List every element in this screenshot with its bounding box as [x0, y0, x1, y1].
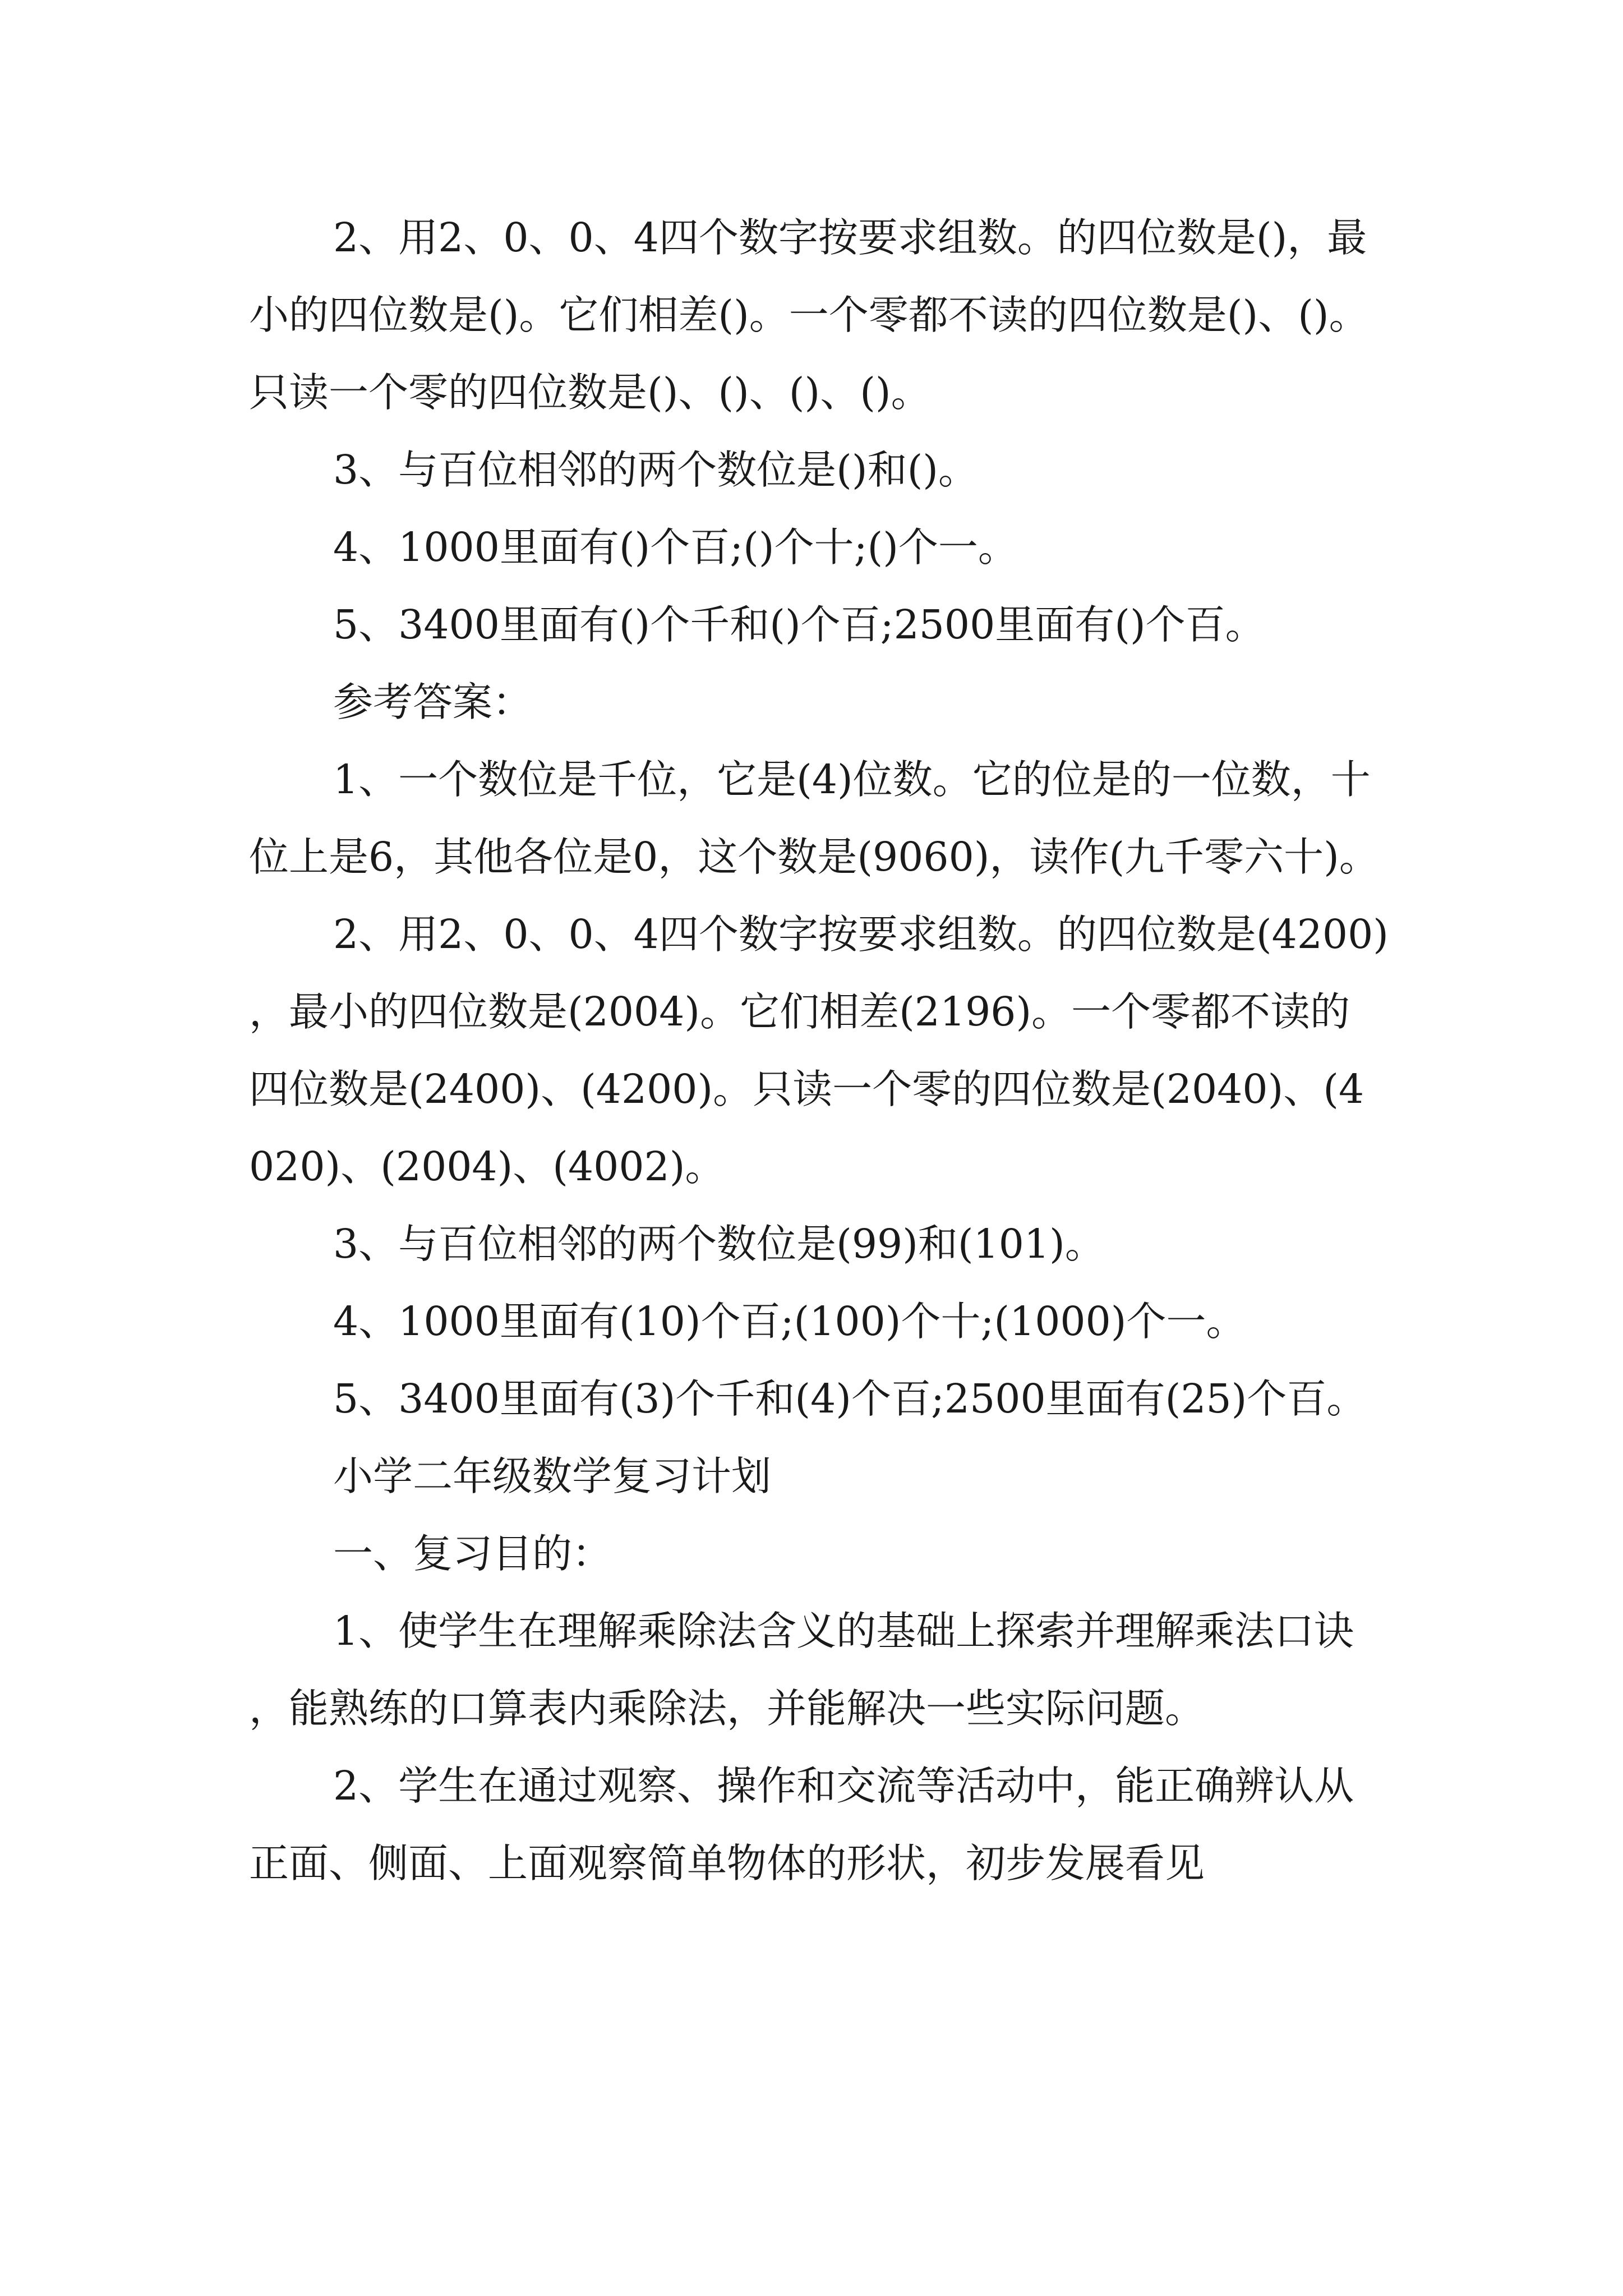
document-body: [249, 199, 1389, 1902]
goal-1: 1、使学生在理解乘除法含义的基础上探索并理解乘法口诀，能熟练的口算表内乘除法，并能解决一些实际问题。: [249, 1608, 1354, 1732]
answer-1: 1、一个数位是千位，它是(4)位数。它的位是的一位数，十位上是6，其他各位是0，这个数是(9060)，读作(九千零六十)。: [249, 756, 1379, 880]
paragraph-q4: 4、1000里面有()个百;()个十;()个一。: [333, 524, 1018, 570]
paragraph-q5: 5、3400里面有()个千和()个百;2500里面有()个百。: [333, 601, 1265, 648]
review-goals-heading: 一、复习目的：: [333, 1530, 612, 1577]
answer-4: 4、1000里面有(10)个百;(100)个十;(1000)个一。: [333, 1298, 1246, 1345]
answer-2: 2、用2、0、0、4四个数字按要求组数。的四位数是(4200)，最小的四位数是(2004)。它们相差(2196)。一个零都不读的四位数是(2400)、(4200)。只读一个零的四位数是(2040)、(4020)、(2004)、(4002)。: [249, 911, 1389, 1190]
answers-heading: 参考答案：: [333, 679, 533, 725]
paragraph-q2: 2、用2、0、0、4四个数字按要求组数。的四位数是()，最小的四位数是()。它们相差()。一个零都不读的四位数是()、()。只读一个零的四位数是()、()、()、()。: [249, 214, 1369, 416]
answer-5: 5、3400里面有(3)个千和(4)个百;2500里面有(25)个百。: [333, 1375, 1367, 1422]
goal-2: 2、学生在通过观察、操作和交流等活动中，能正确辨认从正面、侧面、上面观察简单物体的形状，初步发展看见: [249, 1763, 1354, 1887]
section-title: 小学二年级数学复习计划: [333, 1453, 772, 1499]
answer-3: 3、与百位相邻的两个数位是(99)和(101)。: [333, 1221, 1105, 1267]
paragraph-q3: 3、与百位相邻的两个数位是()和()。: [333, 447, 978, 493]
